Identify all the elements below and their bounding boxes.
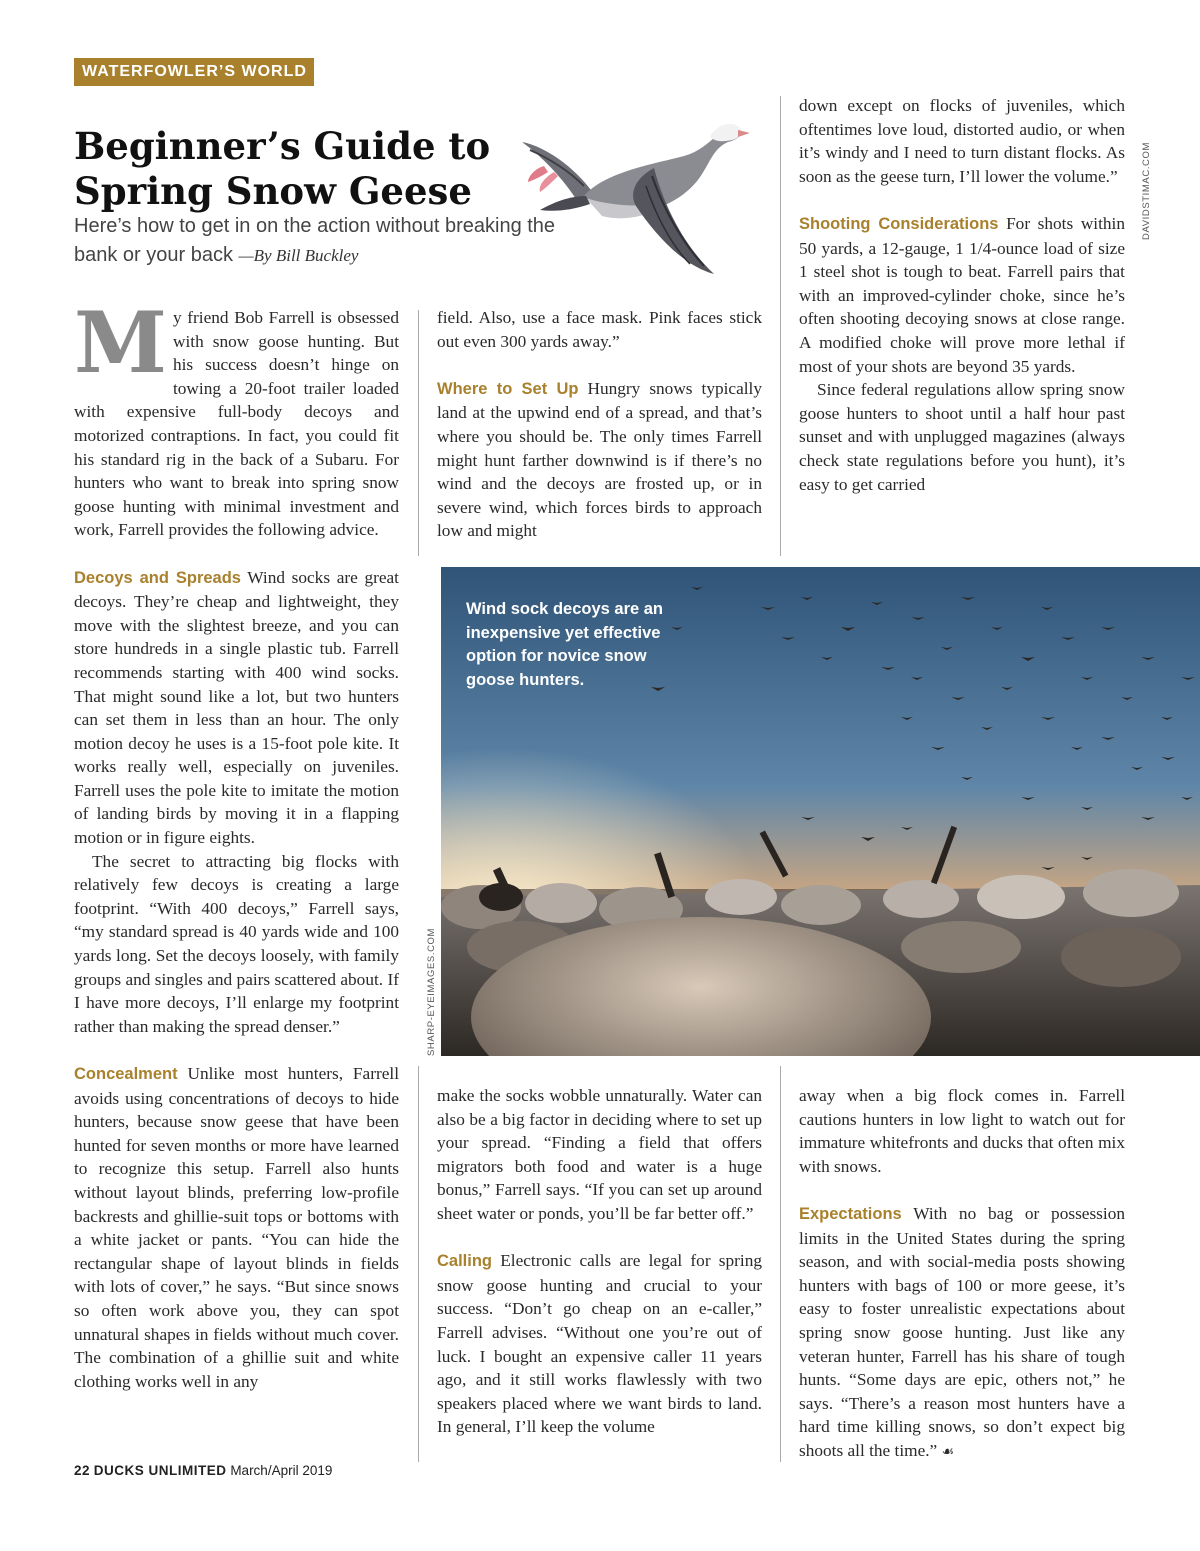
setup-paragraph: Where to Set Up Hungry snows typically land at the upwind end of a spread, and that’s where you should be. The only times Farrell might hunt farther downwind is if there’s no wind and the decoys are frosted up, or in severe wind, which forces birds to approach low and might <box>437 378 762 541</box>
drop-cap: M <box>74 293 167 392</box>
subhead-calling: Calling <box>437 1252 493 1271</box>
page-footer <box>74 1463 332 1478</box>
calling-paragraph: Calling Electronic calls are legal for spring snow goose hunting and crucial to your success. “Don’t go cheap on an e-caller,” Farrell advises. “Without one you’re out of luck. I bought an expensive caller 11 years ago, and it still works flawlessly with two speakers placed where we want birds to land. In general, I’ll keep the volume <box>437 1251 762 1437</box>
subhead-concealment: Concealment <box>74 1065 178 1083</box>
col3-paragraph-1: down except on flocks of juveniles, which oftentimes love loud, distorted audio, or when it’s windy and I need to turn distant flocks. As soon as the geese turn, I’ll lower the volume.” <box>799 96 1125 186</box>
column-2-bottom <box>437 1084 762 1439</box>
subhead-decoys: Decoys and Spreads <box>74 568 241 587</box>
article-title <box>74 124 554 214</box>
column-1 <box>74 293 399 1393</box>
concealment-paragraph: Concealment Unlike most hunters, Farrell avoids using concentrations of decoys to hide hunters, because snow geese that have been hunted for seven months or more have learned to recognize this setup. Farrell also hunts without layout blinds, preferring low-profile backrests and ghillie-suit tops or bottoms with a white jacket or pants. “You can hide the rectangular shape of layout blinds in fields with lots of cover,” he says. “But since snows so often work above you, they can spot unnatural shapes in fields without much cover. The combination of a ghillie suit and white clothing works well in any <box>74 1064 399 1391</box>
title-line-2: Spring Snow Geese <box>74 169 472 213</box>
section-tag: WATERFOWLER’S WORLD <box>74 58 314 86</box>
deck-text: Here’s how to get in on the action without breaking the bank or your back <box>74 215 556 266</box>
end-mark-icon: ☙ <box>941 1443 955 1460</box>
subhead-setup: Where to Set Up <box>437 379 579 398</box>
column-3-bottom <box>799 1084 1125 1465</box>
decoys-paragraph: Decoys and Spreads Wind socks are great decoys. They’re cheap and lightweight, they move with the slightest breeze, and you can store hundreds in a single plastic tub. Farrell recommends starting with 400 wind socks. That might sound like a lot, but two hunters can set them in less than an hour. The only motion decoy he uses is a 15-foot pole kite. It works really well, especially on juveniles. Farrell uses the pole kite to imitate the motion of landing birds by moving it in a flapping motion or in figure eights. <box>74 567 399 848</box>
credit-photo: SHARP-EYEIMAGES.COM <box>426 927 437 1056</box>
col3b-paragraph-1: away when a big flock comes in. Farrell cautions hunters in low light to watch out for immature whitefronts and ducks that often mix with snows. <box>799 1086 1125 1176</box>
photo-caption: Wind sock decoys are an inexpensive yet effective option for novice snow goose hunters. <box>466 600 664 689</box>
decoys-paragraph-2: The secret to attracting big flocks with relatively few decoys is creating a large footprint. “With 400 decoys,” Farrell says, “my standard spread is 40 yards wide and 100 yards long. Set the decoys loosely, with family groups and singles and pairs scattered about. If I have more decoys, I’ll enlarge my footprint rather than making the spread denser.” <box>74 851 399 1036</box>
subhead-shooting: Shooting Considerations <box>799 214 999 233</box>
column-rule <box>780 1066 781 1462</box>
col3-paragraph-3: Since federal regulations allow spring snow goose hunters to shoot until a half hour past sunset and with unplugged magazines (always check state regulations before you hunt), it’s easy to get carried <box>799 380 1125 494</box>
column-rule <box>418 1066 419 1462</box>
issue-date: March/April 2019 <box>230 1463 333 1478</box>
byline: —By Bill Buckley <box>238 246 359 265</box>
shooting-paragraph: Shooting Considerations For shots within 50 yards, a 12-gauge, 1 1/4-ounce load of size 1 steel shot is tough to beat. Farrell pairs that with an improved-cylinder choke, since he’s often shooting decoying snows at close range. A modified choke will prove more lethal if most of your shots are beyond 35 yards. <box>799 213 1125 376</box>
intro-paragraph: My friend Bob Farrell is obsessed with snow goose hunting. But his success doesn’t hinge on towing a 20-foot trailer loaded with expensive full-body decoys and motorized contraptions. In fact, you could fit his standard rig in the back of a Subaru. For hunters who want to break into spring snow goose hunting with minimal investment and work, Farrell provides the following advice. <box>74 293 399 540</box>
title-line-1: Beginner’s Guide to <box>74 124 491 168</box>
page-number: 22 <box>74 1463 91 1478</box>
magazine-name: DUCKS UNLIMITED <box>93 1463 227 1478</box>
credit-top: DAVIDSTIMAC.COM <box>1141 141 1152 240</box>
col2b-paragraph-1: make the socks wobble unnaturally. Water can also be a big factor in deciding where to set up your spread. “Finding a field that offers migrators both food and water is a huge bonus,” Farrell says. “If you can set up around sheet water or ponds, you’ll be far better off.” <box>437 1086 762 1223</box>
column-rule <box>780 96 781 556</box>
expectations-paragraph: Expectations With no bag or possession limits in the United States during the spring season, and with social-media posts showing hunters with bags of 100 or more geese, it’s easy to foster unrealistic expectations about spring snow goose hunting. Just like any veteran hunter, Farrell has his share of tough hunts. “Some days are epic, others not,” he says. “There’s a reason most hunters have a hard time killing snows, so don’t expect big shoots all the time.” ☙ <box>799 1203 1125 1460</box>
flying-goose-image <box>514 106 750 276</box>
subhead-expectations: Expectations <box>799 1204 902 1223</box>
column-2-top <box>437 306 762 543</box>
col2-paragraph-1: field. Also, use a face mask. Pink faces stick out even 300 yards away.” <box>437 308 762 351</box>
column-rule <box>418 310 419 556</box>
column-3-top <box>799 94 1125 496</box>
